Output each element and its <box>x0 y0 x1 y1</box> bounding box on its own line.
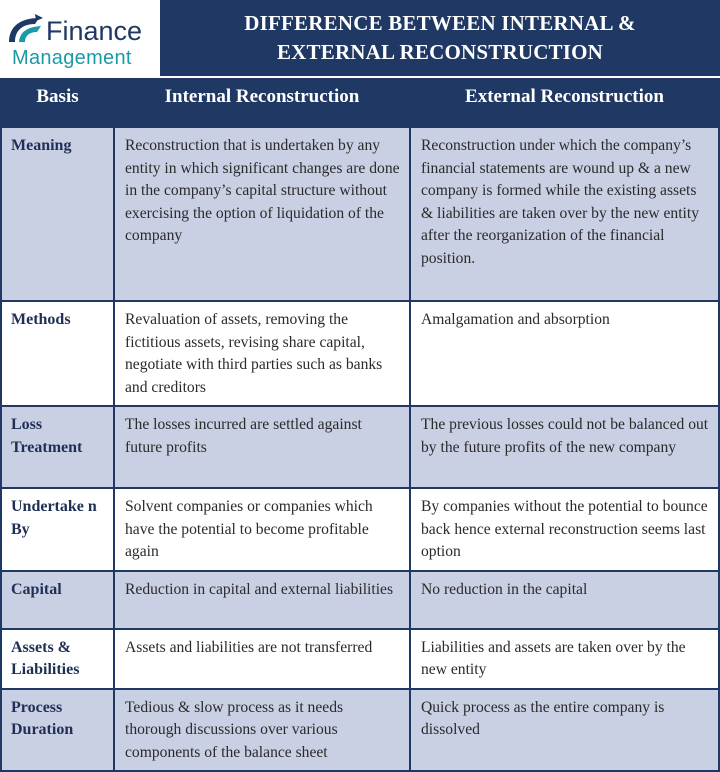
row-internal: Tedious & slow process as it needs thorough discussions over various components of the balance sheet <box>114 689 410 772</box>
header-basis: Basis <box>1 79 114 127</box>
row-internal: Reduction in capital and external liabilities <box>114 571 410 629</box>
title-line-1: DIFFERENCE BETWEEN INTERNAL & <box>244 11 636 35</box>
logo <box>0 0 160 76</box>
table-row-capital <box>1 571 719 629</box>
row-basis: Meaning <box>1 127 114 301</box>
logo-finance-text: Finance <box>46 16 143 46</box>
row-internal: Solvent companies or companies which have the potential to become profitable again <box>114 488 410 571</box>
row-external: No reduction in the capital <box>410 571 719 629</box>
row-external: The previous losses could not be balanced out by the future profits of the new company <box>410 406 719 488</box>
row-external: Quick process as the entire company is dissolved <box>410 689 719 772</box>
title-line-2: EXTERNAL RECONSTRUCTION <box>276 40 604 64</box>
header <box>0 0 720 80</box>
comparison-table <box>0 78 720 772</box>
row-basis: Loss Treatment <box>1 406 114 488</box>
finance-logo-icon <box>5 12 45 48</box>
page-title <box>160 0 720 76</box>
row-external: Reconstruction under which the company’s financial statements are wound up & a new company is formed while the existing assets & liabilities are taken over by the new entity after the reorganization of the financial position. <box>410 127 719 301</box>
row-internal: Assets and liabilities are not transferred <box>114 629 410 689</box>
table-row-loss-treatment <box>1 406 719 488</box>
row-external: By companies without the potential to bounce back hence external reconstruction seems last option <box>410 488 719 571</box>
table-row-methods <box>1 301 719 406</box>
row-basis: Methods <box>1 301 114 406</box>
header-external: External Reconstruction <box>410 79 719 127</box>
row-basis: Capital <box>1 571 114 629</box>
table-row-undertaken-by <box>1 488 719 571</box>
row-internal: Revaluation of assets, removing the fictitious assets, revising share capital, negotiate with third parties such as banks and creditors <box>114 301 410 406</box>
header-internal: Internal Reconstruction <box>114 79 410 127</box>
table-row-assets-liabilities <box>1 629 719 689</box>
table-header-row <box>1 79 719 127</box>
row-external: Liabilities and assets are taken over by the new entity <box>410 629 719 689</box>
row-basis: Undertake n By <box>1 488 114 571</box>
logo-management-text: Management <box>12 47 132 69</box>
row-internal: Reconstruction that is undertaken by any entity in which significant changes are done in the company’s capital structure without exercising the option of liquidation of the company <box>114 127 410 301</box>
row-external: Amalgamation and absorption <box>410 301 719 406</box>
row-basis: Assets & Liabilities <box>1 629 114 689</box>
row-basis: Process Duration <box>1 689 114 772</box>
row-internal: The losses incurred are settled against future profits <box>114 406 410 488</box>
table-row-meaning <box>1 127 719 301</box>
table-row-process-duration <box>1 689 719 772</box>
